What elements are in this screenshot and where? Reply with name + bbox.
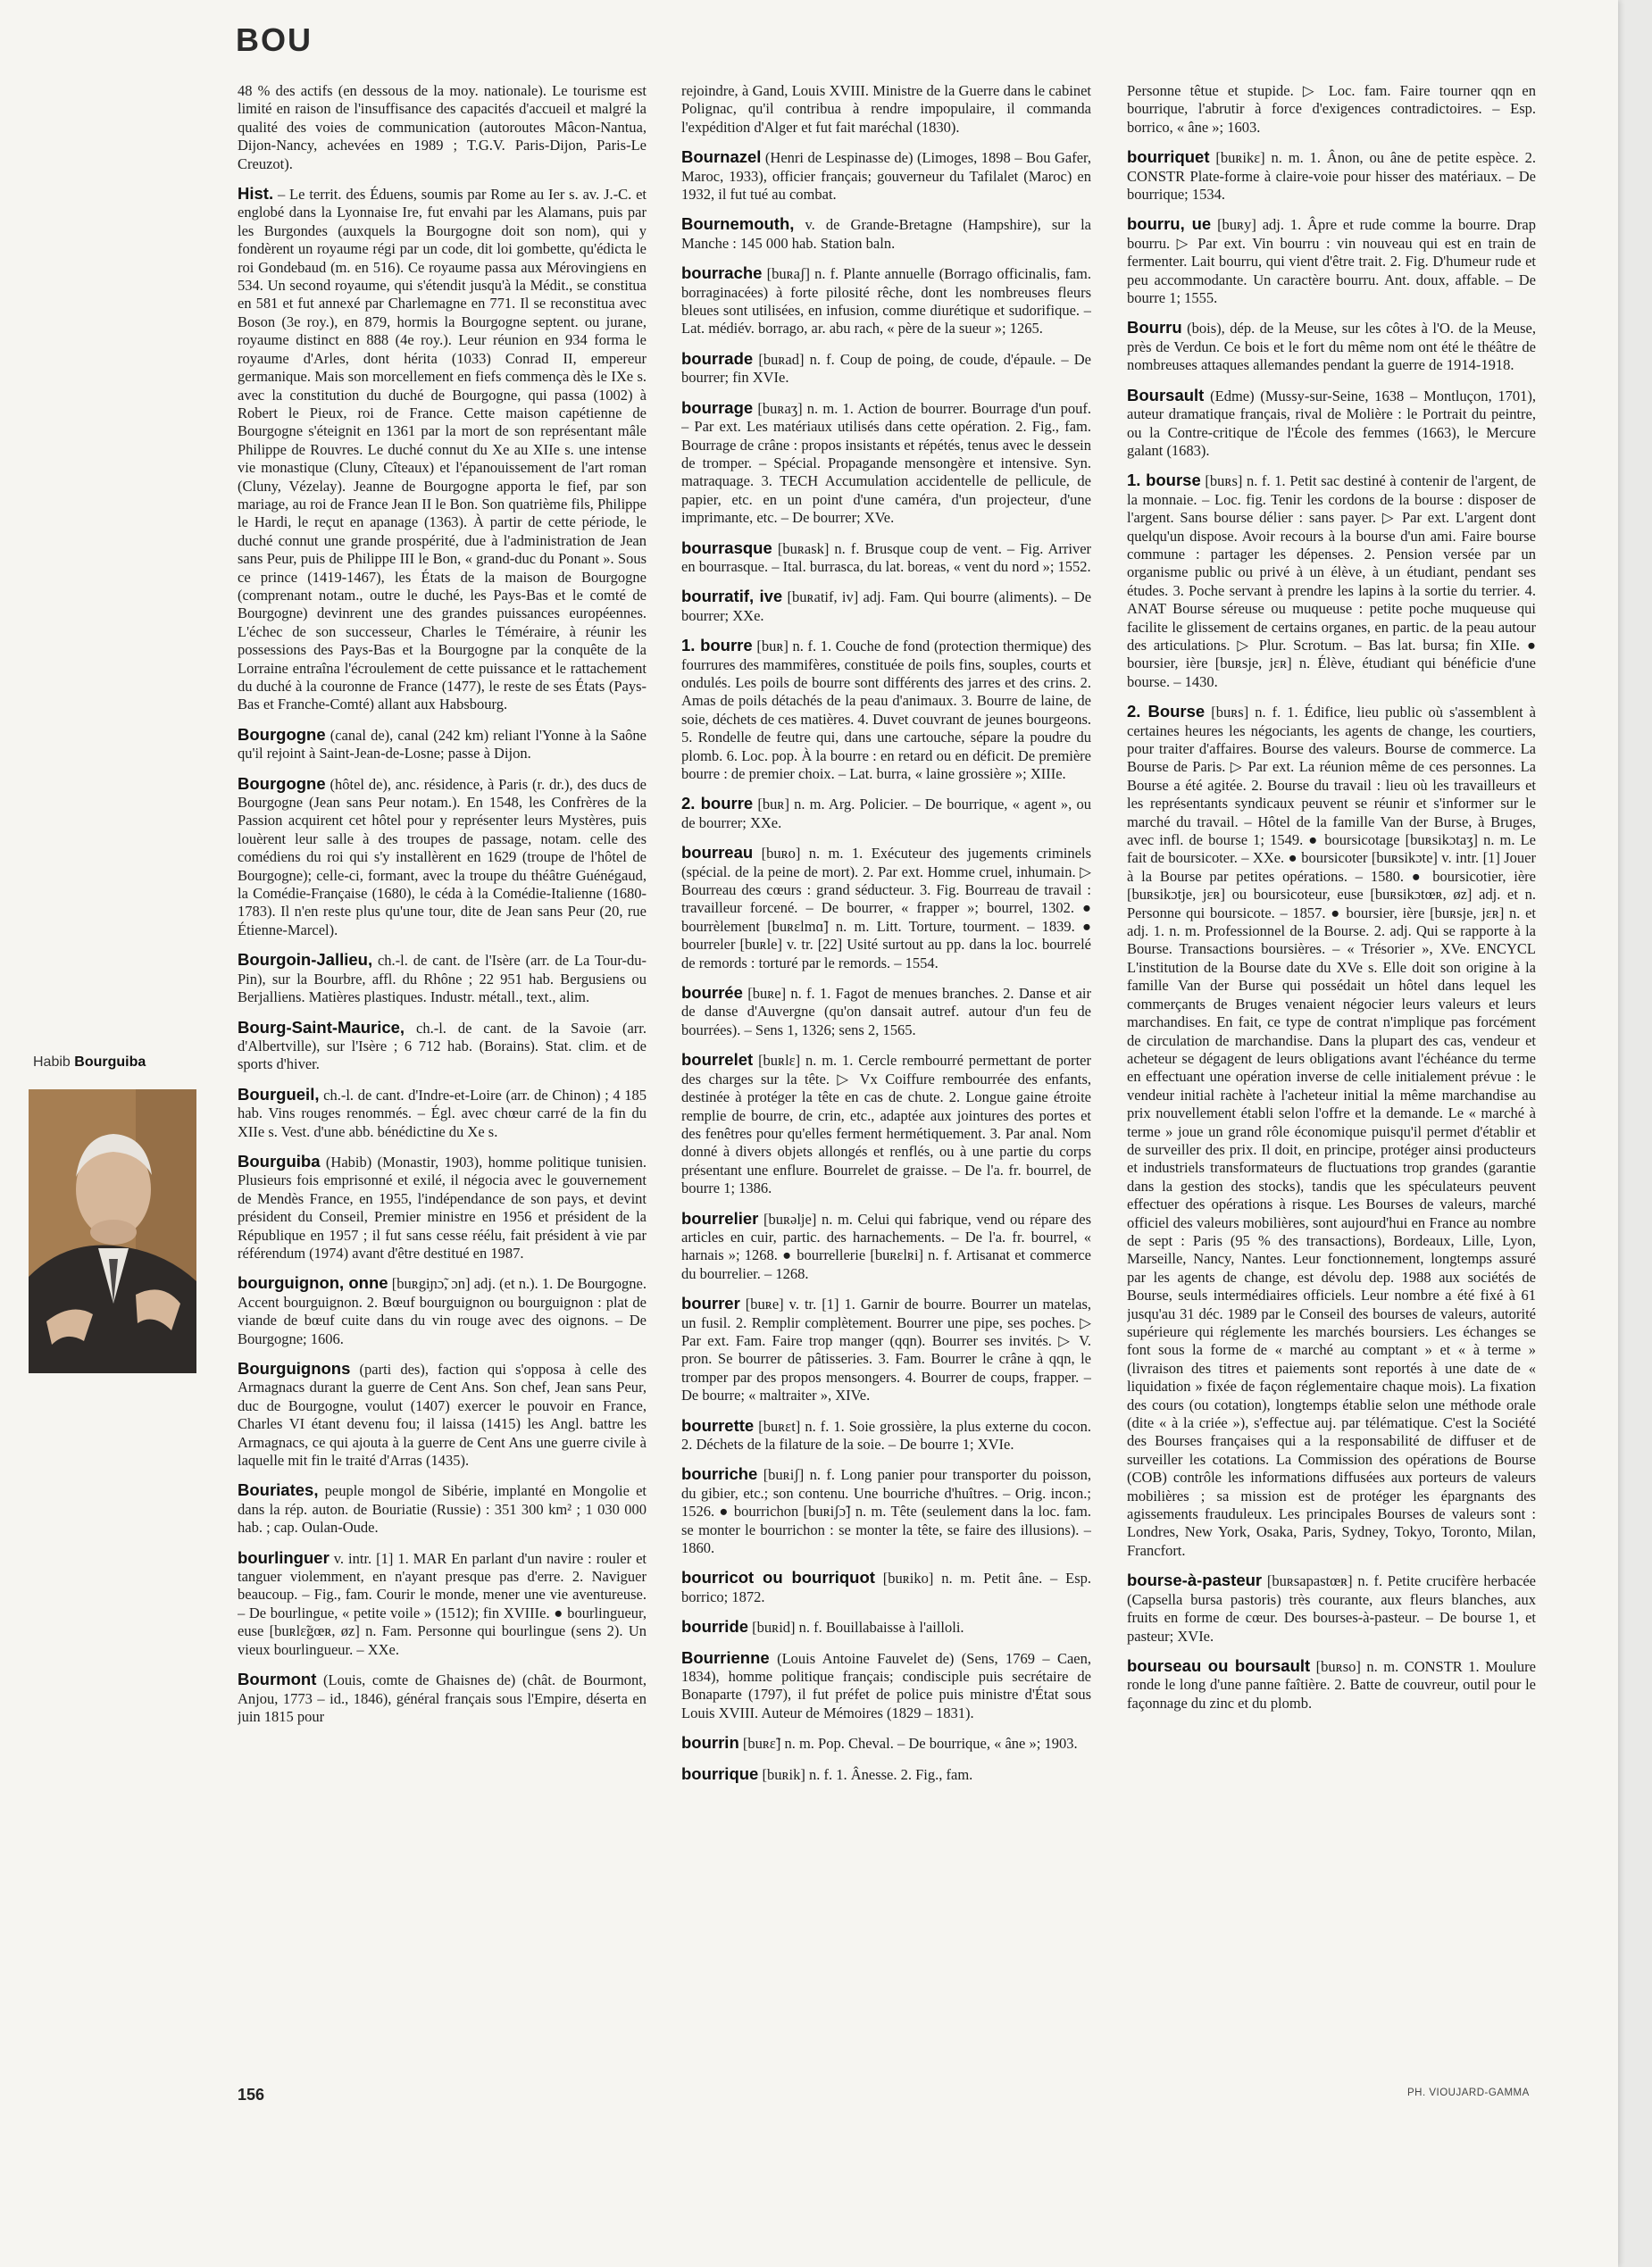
headword: 2. bourre [681, 794, 754, 813]
headword: bourrée [681, 983, 743, 1003]
headword: 1. bourre [681, 636, 753, 655]
entry: bourrelier [buʀəlje] n. m. Celui qui fabrique, vend ou répare des articles en cuir, partic. des harnachements. – De l'a. fr. bourrel, « harnais »; 1268. ● bourrellerie [buʀɛlʀi] n. f. Artisanat et commerce du bourrelier. – 1268. [681, 1208, 1091, 1282]
headword: bourrache [681, 263, 763, 283]
headword: Hist. [238, 184, 274, 204]
column-2 [681, 82, 1091, 2069]
entry: bourreau [buʀo] n. m. 1. Exécuteur des jugements criminels (spécial. de la peine de mort). 2. Par ext. Homme cruel, inhumain. ▷ Bourreau des cœurs : grand séducteur. 3. Fig. Bourreau de travail : travailleur forcené. – De bourrer, « frapper »; bourrel, 1302. ● bourrèlement [buʀɛlmɑ̃] n. m. Litt. Torture, tourment. – 1839. ● bourreler [buʀle] v. tr. [22] Usité surtout au pp. dans la loc. bourrelé de remords : torturé par le remords. – 1554. [681, 843, 1091, 971]
entry: bourrache [buʀaʃ] n. f. Plante annuelle (Borrago officinalis, fam. borraginacées) à forte pilosité rêche, dont les nombreuses fleurs bleues sont utilisées, en infusion, comme diurétique et sudorifique. – Lat. médiév. borrago, ar. abu rach, « père de la sueur »; 1265. [681, 263, 1091, 338]
entry: bourlinguer v. intr. [1] 1. MAR En parlant d'un navire : rouler et tanguer violemment, en n'ayant presque pas d'erre. 2. Naviguer beaucoup. – Fig., fam. Courir le monde, mener une vie aventureuse. – De bourlingue, « petite voile » (1512); fin XVIIIe. ● bourlingueur, euse [buʀlɛ̃gœʀ, øz] n. Fam. Personne qui bourlingue (sens 2). Un vieux bourlingueur. – XXe. [238, 1547, 647, 1658]
headword: bourratif, ive [681, 587, 783, 606]
entry: Boursault (Edme) (Mussy-sur-Seine, 1638 – Montluçon, 1701), auteur dramatique français, rival de Molière : le Portrait du peintre, ou la Contre-critique de l'École des femmes (1663), le Mercure galant (1683). [1127, 385, 1536, 459]
entry: Bournemouth, v. de Grande-Bretagne (Hampshire), sur la Manche : 145 000 hab. Station baln. [681, 214, 1091, 252]
headword: bourse-à-pasteur [1127, 1571, 1263, 1590]
headword: Bournazel [681, 147, 762, 167]
headword: Bourrienne [681, 1647, 770, 1667]
entry: Bourg-Saint-Maurice, ch.-l. de cant. de la Savoie (arr. d'Albertville), sur l'Isère ; 6 712 hab. (Borains). Stat. clim. et de sports d'hiver. [238, 1017, 647, 1073]
headword: Bourgogne [238, 773, 326, 793]
entry: 2. Bourse [buʀs] n. f. 1. Édifice, lieu public où s'assemblent à certaines heures les négociants, les agents de change, les courtiers, pour traiter d'affaires. Bourse des valeurs. Bourse de commerce. La Bourse de Paris. ▷ Par ext. La réunion même de ces personnes. La Bourse a été agitée. 2. Bourse du travail : lieu où les travailleurs et les représentants syndicaux peuvent se réunir et s'informer sur le marché du travail. – Hôtel de la famille Van der Burse, à Bruges, avec infl. de bourse 1; 1549. ● boursicotage [buʀsikɔtaʒ] n. m. Le fait de boursicoter. – XXe. ● boursicoter [buʀsikɔte] v. intr. [1] Jouer à la Bourse par petites opérations. – 1580. ● boursicotier, ière [buʀsikɔtje, jɛʀ] ou boursicoteur, euse [buʀsikɔtœʀ, øz] adj. et n. Personne qui boursicote. – 1857. ● boursier, ière [buʀsje, jɛʀ] n. et adj. 1. n. m. Professionnel de la Bourse. 2. adj. Qui se rapporte à la Bourse. Transactions boursières. – « Trésorier », XVe. ENCYCL L'institution de la Bourse date du XVe s. Elle doit son origine à la famille Van der Burse qui possédait un hôtel dans lequel les commerçants de Bruges venaient négocier leurs valeurs et leurs marchandises. En fait, ce type de contrat n'implique pas forcément de circulation de marchandise. Dans la plupart des cas, vendeur et acheteur se dégagent de leurs obligations avant l'échéance du terme en effectuant une opération inverse de celle initialement prévue : le vendeur initial rachète à l'acheteur initial la même marchandise au prix nouvellement établi selon l'offre et la demande. Le « marché à terme » joue un grand rôle économique puisqu'il permet d'établir et de surveiller des prix. Il doit, en principe, protéger ainsi producteurs et industriels transformateurs de fluctuations trop grandes (garantie dans la gestion des stocks), tandis que les spéculateurs peuvent effectuer des opérations à risque. Les Bourses de valeurs, marché officiel des valeurs mobilières, sont aujourd'hui en France au nombre de sept : Paris (95 % des transactions), Bordeaux, Lille, Lyon, Marseille, Nancy, Nantes. Leur fonctionnement, longtemps assuré par les agents de change, est dévolu dep. 1988 aux sociétés de Bourse, seuls intermédiaires officiels. Leur nombre a été fixé à 61 jusqu'au 31 déc. 1989 par le Conseil des bourses de valeurs, autorité supérieure qui réglemente les marchés boursiers. Les échanges se font sous la forme de « marché au comptant » et « à terme » (livraison des titres et paiements sont reportés à une date de « liquidation » fixée de façon réglementaire chaque mois). La fixation des cours (ou cotation), longtemps établie selon une méthode orale (dite « à la criée »), s'effectue auj. par télématique. C'est la Société des Bourses françaises qui a la responsabilité de diffuser et de surveiller les cotations. La Commission des opérations de Bourse (COB) contrôle les informations diffusées aux porteurs de valeurs mobilières ; sa mission est de protéger les épargnants des agissements frauduleux. Les principales Bourses de valeurs sont : Londres, New York, Osaka, Paris, Sydney, Tokyo, Toronto, Milan, Francfort. [1127, 702, 1536, 1559]
entry: bourrelet [buʀlɛ] n. m. 1. Cercle rembourré permettant de porter des charges sur la tête. ▷ Vx Coiffure rembourrée des enfants, destinée à protéger la tête en cas de chute. 2. Longue gaine étroite remplie de bourre, de crin, etc., adaptée aux jointures des portes et des fenêtres pour qu'elles ferment hermétiquement. 3. Par anal. Nom donné à divers objets allongés et renflés, ou à une partie du corps présentant une enflure. Bourrelet de graisse. – De l'a. fr. bourrel, de bourre 1; 1386. [681, 1050, 1091, 1197]
headword: bourriquet [1127, 147, 1210, 167]
headword: Bournemouth, [681, 214, 795, 234]
portrait-illustration [29, 1089, 196, 1373]
entry: Bourgogne (hôtel de), anc. résidence, à Paris (r. dr.), des ducs de Bourgogne (Jean sans Peur notam.). En 1548, les Confrères de la Passion acquirent cet hôtel pour y représenter leurs Mystères, puis louèrent leur salle à des troupes de passage, notam. celle des comédiens du roi qui s'y installèrent en 1629 (troupe de l'hôtel de Bourgogne); celle-ci, formant, avec la troupe du théâtre Guénégaud, la Comédie-Française (1680), le céda à la Comédie-Italienne (1680-1783). Il n'en reste plus qu'une tour, dite de Jean sans Peur (20, rue Étienne-Marcel). [238, 773, 647, 938]
headword: Boursault [1127, 385, 1205, 404]
entry: Bournazel (Henri de Lespinasse de) (Limoges, 1898 – Bou Gafer, Maroc, 1933), officier français; gouverneur du Tafilalet (Maroc) en 1932, il fut tué au combat. [681, 147, 1091, 204]
headword: 1. bourse [1127, 471, 1201, 490]
headword: bourride [681, 1617, 749, 1637]
headword: bourricot ou bourriquot [681, 1568, 875, 1588]
column-1 [238, 82, 647, 2069]
headword: Bourgueil, [238, 1084, 320, 1104]
entry: bourse-à-pasteur [buʀsapastœʀ] n. f. Petite crucifère herbacée (Capsella bursa pastoris) très courante, aux fleurs blanches, aux fruits en forme de cœur. Des bourses-à-pasteur. – De bourse 1, et pasteur; XVIe. [1127, 1571, 1536, 1645]
entry: Personne têtue et stupide. ▷ Loc. fam. Faire tourner qqn en bourrique, l'abrutir à force d'exigences contradictoires. – Esp. borrico, « âne »; 1603. [1127, 82, 1536, 136]
headword: bourrer [681, 1294, 740, 1313]
entry: bourguignon, onne [buʀgiɲɔ̃, ɔn] adj. (et n.). 1. De Bourgogne. Accent bourguignon. 2. Bœuf bourguignon ou bourguignon : plat de viande de bœuf cuite dans du vin rouge avec des oignons. – De Bourgogne; 1606. [238, 1273, 647, 1347]
entry: bourrette [buʀɛt] n. f. 1. Soie grossière, la plus externe du cocon. 2. Déchets de la filature de la soie. – De bourre 1; XVIe. [681, 1415, 1091, 1453]
headword: Bourru [1127, 318, 1182, 338]
running-head: BOU [236, 21, 313, 58]
headword: bourru, ue [1127, 214, 1212, 234]
entry: bourrin [buʀɛ̃] n. m. Pop. Cheval. – De bourrique, « âne »; 1903. [681, 1733, 1078, 1753]
headword: Bourguiba [238, 1151, 321, 1171]
entry: rejoindre, à Gand, Louis XVIII. Ministre de la Guerre dans le cabinet Polignac, qu'il contribua à rendre impopulaire, il commanda l'expédition d'Alger et fut fait maréchal (1830). [681, 82, 1091, 136]
entry: bourrique [buʀik] n. f. 1. Ânesse. 2. Fig., fam. [681, 1763, 973, 1783]
headword: Bourguignons [238, 1359, 351, 1378]
entry: 1. bourre [buʀ] n. f. 1. Couche de fond (protection thermique) des fourrures des mammifères, constituée de poils fins, souples, courts et ondulés. Les poils de bourre sont différents des jarres et des crins. 2. Amas de poils détachés de la peau d'animaux. 3. Bourre de laine, de soie, déchets de ces matières. 4. Duvet couvrant de jeunes bourgeons. 5. Rondelle de feutre qui, dans une cartouche, sépare la poudre du plomb. 6. Loc. pop. À la bourre : en retard ou en déficit. De première bourre : de premier choix. – Lat. burra, « laine grossière »; XIIIe. [681, 636, 1091, 782]
entry: bourseau ou boursault [buʀso] n. m. CONSTR 1. Moulure ronde le long d'une panne faîtière. 2. Batte de couvreur, outil pour le façonnage du zinc et du plomb. [1127, 1655, 1536, 1712]
headword: Bourgoin-Jallieu, [238, 950, 373, 970]
headword: bourseau ou boursault [1127, 1655, 1311, 1675]
headword: bourrage [681, 397, 754, 417]
headword: bourrette [681, 1415, 755, 1435]
headword: bourrasque [681, 538, 772, 557]
headword: bourrade [681, 348, 754, 368]
headword: bourriche [681, 1464, 758, 1484]
headword: bourrin [681, 1733, 739, 1753]
headword: bourrelier [681, 1208, 759, 1228]
entry: bourru, ue [buʀy] adj. 1. Âpre et rude comme la bourre. Drap bourru. ▷ Par ext. Vin bourru : vin nouveau qui est en train de fermenter. Lait bourru, qui vient d'être trait. 2. Fig. D'humeur rude et peu accommodante. Un caractère bourru. Ant. doux, affable. – De bourre 1; 1555. [1127, 214, 1536, 307]
headword: bourguignon, onne [238, 1273, 388, 1293]
entry: 48 % des actifs (en dessous de la moy. nationale). Le tourisme est limité en raison de l'insuffisance des capacités d'accueil et malgré la qualité des voies de communication (autoroutes Mâcon-Nantua, Dijon-Nancy, achevées en 1989 ; T.G.V. Paris-Dijon, Paris-Le Creuzot). [238, 82, 647, 172]
headword: bourreau [681, 843, 754, 863]
entry: bourrasque [buʀask] n. f. Brusque coup de vent. – Fig. Arriver en bourrasque. – Ital. burrasca, du lat. boreas, « vent du nord »; 1552. [681, 538, 1091, 575]
entry: bourriquet [buʀikɛ] n. m. 1. Ânon, ou âne de petite espèce. 2. CONSTR Plate-forme à claire-voie pour hisser des matériaux. – De bourrique; 1534. [1127, 147, 1536, 204]
headword: bourlinguer [238, 1547, 330, 1567]
entry: bourricot ou bourriquot [buʀiko] n. m. Petit âne. – Esp. borrico; 1872. [681, 1568, 1091, 1605]
entry: Bourmont (Louis, comte de Ghaisnes de) (chât. de Bourmont, Anjou, 1773 – id., 1846), général français sous l'Empire, déserta en juin 1815 pour [238, 1670, 647, 1725]
headword: Bourg-Saint-Maurice, [238, 1017, 405, 1037]
portrait-caption: Habib Bourguiba [33, 1054, 146, 1070]
entry: Bourgueil, ch.-l. de cant. d'Indre-et-Loire (arr. de Chinon) ; 4 185 hab. Vins rouges renommés. – Égl. avec chœur carré de la fin du XIIe s. Vest. d'une abb. bénédictine du Xe s. [238, 1084, 647, 1140]
entry: Bouriates, peuple mongol de Sibérie, implanté en Mongolie et dans la rép. auton. de Bouriatie (Russie) : 351 300 km² ; 1 030 000 hab. ; cap. Oulan-Oude. [238, 1480, 647, 1537]
entry: bourrée [buʀe] n. f. 1. Fagot de menues branches. 2. Danse et air de danse d'Auvergne (qu'on dansait autref. autour d'un feu de bourrées). – Sens 1, 1326; sens 2, 1565. [681, 983, 1091, 1038]
entry: Bourrienne (Louis Antoine Fauvelet de) (Sens, 1769 – Caen, 1834), homme politique français; condisciple puis secrétaire de Bonaparte (1797), il fut préfet de police puis ministre d'État sous Louis XVIII. Auteur de Mémoires (1829 – 1831). [681, 1647, 1091, 1721]
entry: bourriche [buʀiʃ] n. f. Long panier pour transporter du poisson, du gibier, etc.; son contenu. Une bourriche d'huîtres. – Orig. incon.; 1526. ● bourrichon [buʀiʃɔ̃] n. m. Tête (seulement dans la loc. fam. se monter le bourrichon : se monter la tête, se faire des illusions). – 1860. [681, 1464, 1091, 1557]
entry: 2. bourre [buʀ] n. m. Arg. Policier. – De bourrique, « agent », ou de bourrer; XXe. [681, 794, 1091, 831]
entry: bourride [buʀid] n. f. Bouillabaisse à l'ailloli. [681, 1617, 964, 1637]
photo-credit: PH. VIOUJARD-GAMMA [1407, 2088, 1530, 2098]
entry: bourratif, ive [buʀatif, iv] adj. Fam. Qui bourre (aliments). – De bourrer; XXe. [681, 587, 1091, 624]
column-3 [1127, 82, 1536, 2069]
headword: bourrelet [681, 1050, 754, 1070]
entry: Bourguiba (Habib) (Monastir, 1903), homme politique tunisien. Plusieurs fois emprisonné et exilé, il négocia avec le gouvernement de Mendès France, en 1955, l'indépendance de son pays, et devint président du Conseil, Premier ministre en 1956 et président de la République en 1957 ; il fut sans cesse réélu, fait président à vie par référendum (1974) avant d'être destitué en 1987. [238, 1151, 647, 1262]
entry: Bourru (bois), dép. de la Meuse, sur les côtes à l'O. de la Meuse, près de Verdun. Ce bois et le fort du même nom ont été le théâtre de nombreuses attaques allemandes pendant la guerre de 1914-1918. [1127, 318, 1536, 374]
headword: bourrique [681, 1763, 759, 1783]
entry: Bourgogne (canal de), canal (242 km) reliant l'Yonne à la Saône qu'il rejoint à Saint-Jean-de-Losne; passe à Dijon. [238, 724, 647, 763]
headword: Bouriates, [238, 1480, 319, 1500]
entry: bourrade [buʀad] n. f. Coup de poing, de coude, d'épaule. – De bourrer; fin XVIe. [681, 348, 1091, 387]
portrait-photo [29, 1089, 196, 1373]
entry: Bourguignons (parti des), faction qui s'opposa à celle des Armagnacs durant la guerre de Cent Ans. Son chef, Jean sans Peur, duc de Bourgogne, voulut (1407) exercer le pouvoir en France, Charles VI étant devenu fou; il laissa (1415) les Angl. battre les Armagnacs, ce qui ajouta à la guerre de Cent Ans une guerre civile à laquelle mit fin le traité d'Arras (1435). [238, 1359, 647, 1470]
headword: 2. Bourse [1127, 702, 1206, 721]
entry: 1. bourse [buʀs] n. f. 1. Petit sac destiné à contenir de l'argent, de la monnaie. – Loc. fig. Tenir les cordons de la bourse : disposer de l'argent. Sans bourse délier : sans payer. ▷ Par ext. L'argent dont quelqu'un dispose. Avoir recours à la bourse d'un ami. Faire bourse commune : partager les dépenses. 2. Pension versée par un organisme public ou privé à un élève, à un étudiant, pendant ses études. 3. Poche servant à prendre les lapins à la sortie du terrier. 4. ANAT Bourse séreuse ou muqueuse : petite poche muqueuse qui facilite le glissement de certains organes, en partic. de la peau autour des articulations. ▷ Plur. Scrotum. – Bas lat. bursa; fin XIIe. ● boursier, ière [buʀsje, jɛʀ] n. Élève, étudiant qui bénéficie d'une bourse. – 1430. [1127, 471, 1536, 690]
entry: Hist. – Le territ. des Éduens, soumis par Rome au Ier s. av. J.-C. et englobé dans la Lyonnaise Ire, fut envahi par les Alamans, puis par les Burgondes (auxquels la Bourgogne doit son nom), qui y fondèrent un royaume régi par un code, dit loi gombette, qu'édicta le roi Gondebaud (m. en 516). Ce royaume passa aux Mérovingiens en 534. Un second royaume, qui s'étendit jusqu'à la Médit., se constitua en 581 et fut annexé par Charlemagne en 771. Il se reconstitua avec Boson (3e roy.), en 879, hormis la Bourgogne septent. ou jurane, royaume distinct en 888 (4e roy.). Leur réunion en 934 forma le royaume d'Arles, dont hérita (1033) Conrad II, empereur germanique. Mais son morcellement en fiefs commença dès le IXe s. avec la constitution du duché de Bourgogne, qui passa (1002) à Robert le Pieux, roi de France. Cette maison capétienne de Bourgogne s'éteignit en 1361 par la mort de son représentant mâle Philippe de Rouvres. Le duché connut du Xe au XIIe s. une intense vie monastique (Cluny, Cîteaux) et l'épanouissement de l'art roman (Cluny, Vézelay). Jeanne de Bourgogne apporta le fief, par son mariage, au roi de France Jean II le Bon. Son quatrième fils, Philippe le Hardi, le reçut en apanage (1363). À partir de cette période, le duché connut une grande prospérité, due à l'administration de Jean sans Peur, puis de Philippe III le Bon, « grand-duc du Ponant ». Sous ce prince (1419-1467), les États de la maison de Bourgogne (comprenant notam., outre le duché, les Pays-Bas et le comté de Bourgogne) devinrent une des grandes puissances européennes. L'échec de son successeur, Charles le Téméraire, à réunir les possessions des Pays-Bas et la Bourgogne par la conquête de la Lorraine entraîna l'écroulement de cette puissance et le rattachement du duché à la couronne de France (1477), le reste de ses États (Pays-Bas et Franche-Comté) allant aux Habsbourg. [238, 184, 647, 713]
entry: Bourgoin-Jallieu, ch.-l. de cant. de l'Isère (arr. de La Tour-du-Pin), sur la Bourbre, affl. du Rhône ; 22 951 hab. Bergusiens ou Berjalliens. Matières plastiques. Industr. métall., text., alim. [238, 950, 647, 1006]
headword: Bourgogne [238, 724, 326, 744]
headword: Bourmont [238, 1670, 317, 1689]
entry: bourrage [buʀaʒ] n. m. 1. Action de bourrer. Bourrage d'un pouf. – Par ext. Les matériaux utilisés dans cette opération. 2. Fig., fam. Bourrage de crâne : propos insistants et répétés, tenus avec le dessein de tromper. – Spécial. Propagande mensongère et intensive. Syn. matraquage. 3. TECH Accumulation accidentelle de pellicule, de papier, etc. en un point d'une caméra, d'un projecteur, d'une imprimante, etc. – De bourrer; XVe. [681, 397, 1091, 527]
entry: bourrer [buʀe] v. tr. [1] 1. Garnir de bourre. Bourrer un matelas, un fusil. 2. Remplir complètement. Bourrer une pipe, ses poches. ▷ Par ext. Fam. Faire trop manger (qqn). Bourrer ses invités. ▷ V. pron. Se bourrer de pâtisseries. 3. Fam. Bourrer le crâne à qqn, le tromper par des propos mensongers. 4. Bourrer de coups, frapper. – De bourre; « maltraiter », XIVe. [681, 1294, 1091, 1404]
page-number: 156 [238, 2086, 265, 2104]
